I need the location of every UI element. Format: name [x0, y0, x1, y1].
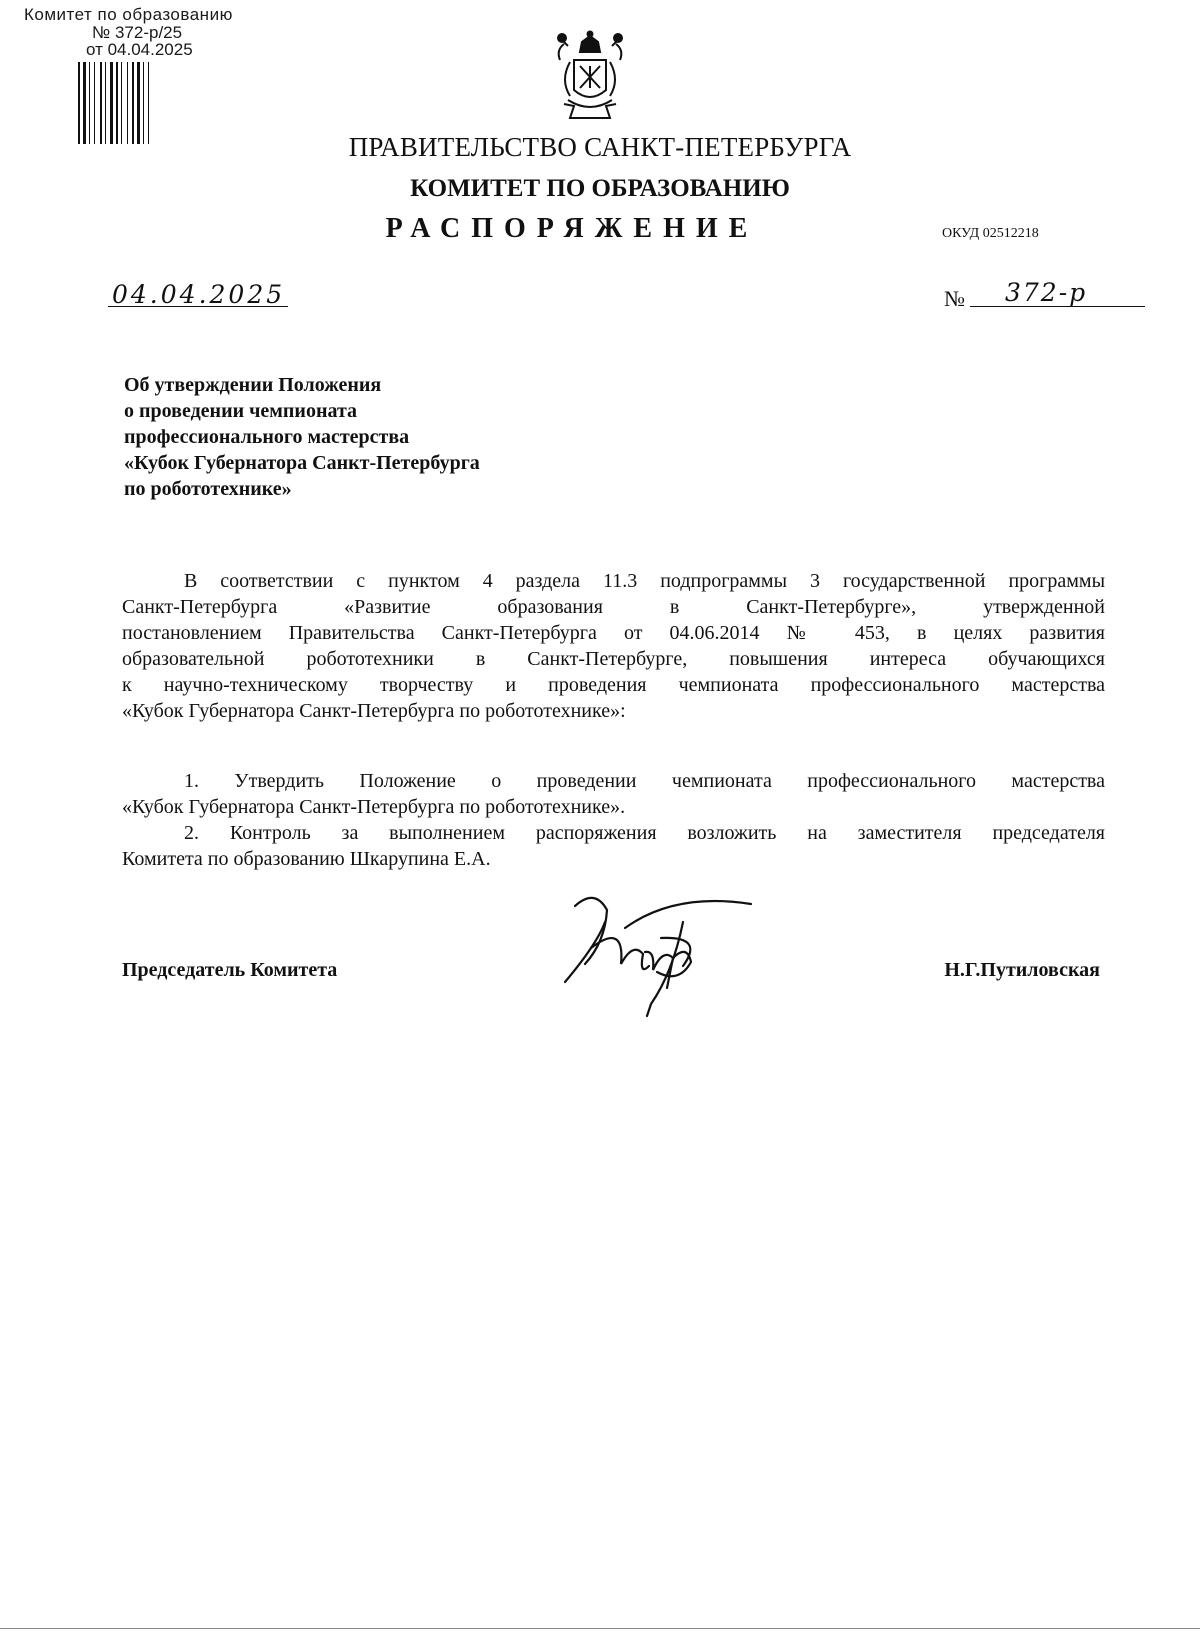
paragraph-line: «Кубок Губернатора Санкт-Петербурга по робототехнике». [122, 796, 626, 818]
subject-line: Об утверждении Положения [124, 374, 382, 396]
signer-name: Н.Г.Путиловская [944, 959, 1100, 981]
paragraph-line: образовательной робототехники в Санкт-Петербурге, повышения интереса обучающихся [122, 648, 1105, 670]
number-label: № [944, 286, 965, 311]
stamp-org: Комитет по образованию [24, 5, 233, 24]
subject-line: «Кубок Губернатора Санкт-Петербурга [124, 452, 480, 474]
okud-code: ОКУД 02512218 [942, 226, 1039, 241]
stamp-number: № 372-р/25 [92, 23, 183, 42]
paragraph-line: 1. Утвердить Положение о проведении чемпионата профессионального мастерства [184, 770, 1105, 792]
order-item-2 [122, 820, 1105, 872]
subject-line: профессионального мастерства [124, 426, 410, 448]
document-type: РАСПОРЯЖЕНИЕ [385, 213, 759, 244]
document-number: 372-р [1005, 278, 1088, 307]
document-subject [124, 372, 480, 502]
scan-edge-line [0, 1628, 1200, 1629]
signer-title: Председатель Комитета [122, 959, 338, 981]
date-underline [108, 306, 288, 307]
paragraph-line: к научно-техническому творчеству и проведения чемпионата профессионального мастерства [122, 674, 1105, 696]
document-date: 04.04.2025 [112, 280, 286, 309]
order-item-1 [122, 768, 1105, 820]
paragraph-line: Санкт-Петербурга «Развитие образования в Санкт-Петербурге», утвержденной [122, 596, 1105, 618]
subject-line: о проведении чемпионата [124, 400, 358, 422]
committee-title: КОМИТЕТ ПО ОБРАЗОВАНИЮ [410, 175, 790, 202]
handwritten-signature-icon [555, 892, 755, 1022]
number-underline [970, 306, 1145, 307]
paragraph-line: 2. Контроль за выполнением распоряжения возложить на заместителя председателя [184, 822, 1105, 844]
paragraph-line: постановлением Правительства Санкт-Петербурга от 04.06.2014 № 453, в целях развития [122, 622, 1105, 644]
paragraph-line: «Кубок Губернатора Санкт-Петербурга по робототехнике»: [122, 700, 626, 722]
subject-line: по робототехнике» [124, 478, 292, 500]
paragraph-line: Комитета по образованию Шкарупина Е.А. [122, 848, 491, 870]
government-title: ПРАВИТЕЛЬСТВО САНКТ-ПЕТЕРБУРГА [348, 132, 852, 162]
paragraph-line: В соответствии с пунктом 4 раздела 11.3 подпрограммы 3 государственной программы [184, 570, 1105, 592]
preamble-paragraph [122, 568, 1105, 724]
coat-of-arms-icon [550, 30, 630, 122]
stamp-date: от 04.04.2025 [86, 40, 193, 59]
